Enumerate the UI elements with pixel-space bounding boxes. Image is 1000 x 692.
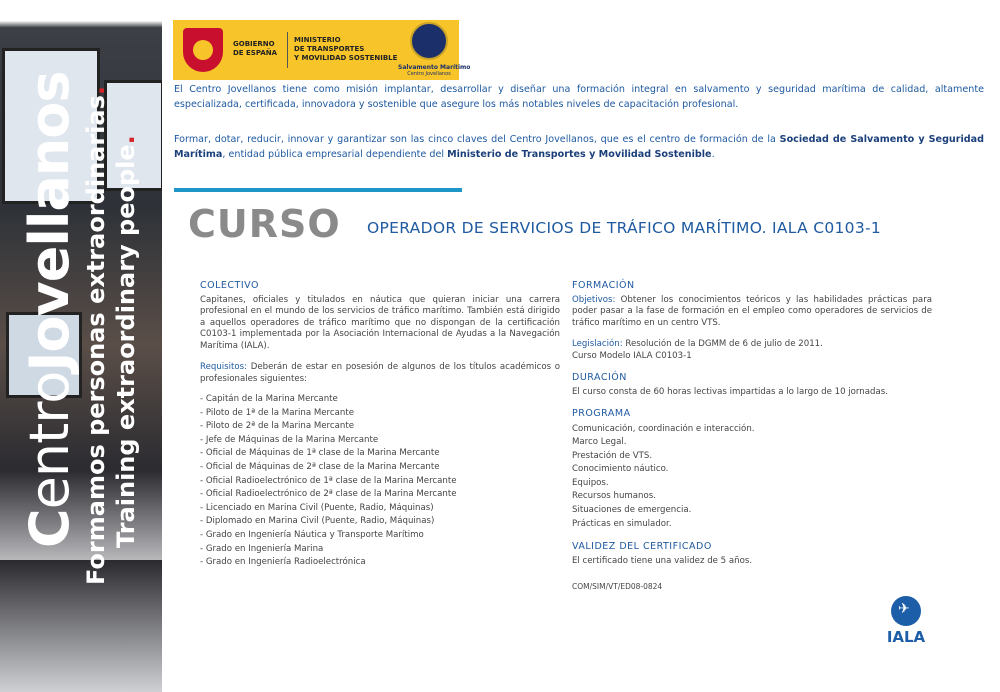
list-item: - Licenciado en Marina Civil (Puente, Radio, Máquinas) [200,502,434,513]
coat-of-arms-icon [183,28,223,72]
duracion-heading: DURACIÓN [572,372,627,383]
salvamento-maritimo-logo [398,22,471,82]
intro-mission: El Centro Jovellanos tiene como misión implantar, desarrollar y diseñar una formación integral en salvamento y seguridad marítima de calidad, altamente especializada, certificada, innovadora y sostenible que asegure los más notables niveles de capacitación profesional. [174,84,984,110]
list-item: Prestación de VTS. [572,450,653,461]
tagline-en: Training extraordinary people. [112,135,140,548]
list-item: - Grado en Ingeniería Náutica y Transporte Marítimo [200,529,424,540]
list-item: Recursos humanos. [572,491,656,502]
curso-modelo: Curso Modelo IALA C0103-1 [572,350,692,361]
validez-heading: VALIDEZ DEL CERTIFICADO [572,541,712,553]
programa-list [572,423,932,532]
sasemar-emblem-icon [410,22,448,60]
list-item: - Piloto de 2ª de la Marina Mercante [200,421,354,432]
duracion-text: El curso consta de 60 horas lectivas impartidas a lo largo de 10 jornadas. [572,386,888,397]
list-item: - Grado en Ingeniería Marina [200,543,324,554]
list-item: Marco Legal. [572,437,627,448]
list-item: Situaciones de emergencia. [572,505,692,516]
list-item: - Capitán de la Marina Mercante [200,394,338,404]
list-item: - Oficial Radioelectrónico de 1ª clase de la Marina Mercante [200,475,457,486]
list-item: - Jefe de Máquinas de la Marina Mercante [200,434,379,445]
programa-heading: PROGRAMA [572,408,631,419]
brand-vertical: CentroJovellanos [18,71,81,548]
document-code: COM/SIM/VT/ED08-0824 [572,582,663,592]
tagline-es: Formamos personas extraordinarias. [82,85,110,585]
list-item: - Piloto de 1ª de la Marina Mercante [200,407,354,418]
curso-label: CURSO [188,202,341,246]
ministerio-text: MINISTERIO DE TRANSPORTES Y MOVILIDAD SOSTENIBLE [294,36,398,62]
legislacion-text: Legislación: Resolución de la DGMM de 6 de julio de 2011. [572,339,823,349]
list-item: - Grado en Ingeniería Radioelectrónica [200,557,366,568]
left-column [200,280,560,570]
sasemar-subtitle: Centro Jovellanos [407,71,451,77]
list-item: - Oficial Radioelectrónico de 2ª clase de la Marina Mercante [200,489,457,500]
iala-globe-icon [891,596,921,626]
titles-list [200,393,560,570]
requisitos-text: Requisitos: Deberán de estar en posesión de algunos de los títulos académicos o profesionales siguientes: [200,362,560,384]
iala-logo [876,596,936,646]
console-desk [0,560,162,692]
sidebar-photo [0,0,162,692]
list-item: Comunicación, coordinación e interacción. [572,423,755,434]
right-column [572,280,932,593]
list-item: Conocimiento náutico. [572,464,669,475]
gobierno-text: GOBIERNO DE ESPAÑA [233,40,278,57]
list-item: - Oficial de Máquinas de 2ª clase de la Marina Mercante [200,461,440,472]
course-title: OPERADOR DE SERVICIOS DE TRÁFICO MARÍTIMO. IALA C0103-1 [367,219,882,237]
validez-text: El certificado tiene una validez de 5 años. [572,555,753,566]
list-item: - Diplomado en Marina Civil (Puente, Radio, Máquinas) [200,516,435,527]
list-item: Prácticas en simulador. [572,518,672,529]
sasemar-title: Salvamento Marítimo [398,64,471,71]
formacion-heading: FORMACIÓN [572,280,635,291]
list-item: Equipos. [572,477,609,488]
section-divider [174,188,462,192]
colectivo-heading: COLECTIVO [200,280,259,291]
list-item: - Oficial de Máquinas de 1ª clase de la Marina Mercante [200,448,440,459]
objetivos-text: Objetivos: Obtener los conocimientos teóricos y las habilidades prácticas para poder pasar a la fase de formación en el empleo como operadores de servicios de tráfico marítimo en un centro VTS. [572,294,932,328]
colectivo-text: Capitanes, oficiales y titulados en náutica que quieran iniciar una carrera profesional en el mundo de los servicios de tráfico marítimo. También está dirigido a aquellos operadores de tráfico marítimo que no dispongan de la certificación C0103-1 implementada por la Asociación Internacional de Ayudas a la Navegación Marítima (IALA). [200,294,560,351]
logo-divider [287,32,288,68]
iala-logo-text: IALA [886,628,926,646]
intro-keys: Formar, dotar, reducir, innovar y garantizar son las cinco claves del Centro Jovellanos, que es el centro de formación de la Sociedad de Salvamento y Seguridad Marítima, entidad pública empresarial dependiente del Ministerio de Transportes y Movilidad Sostenible. [174,134,984,160]
